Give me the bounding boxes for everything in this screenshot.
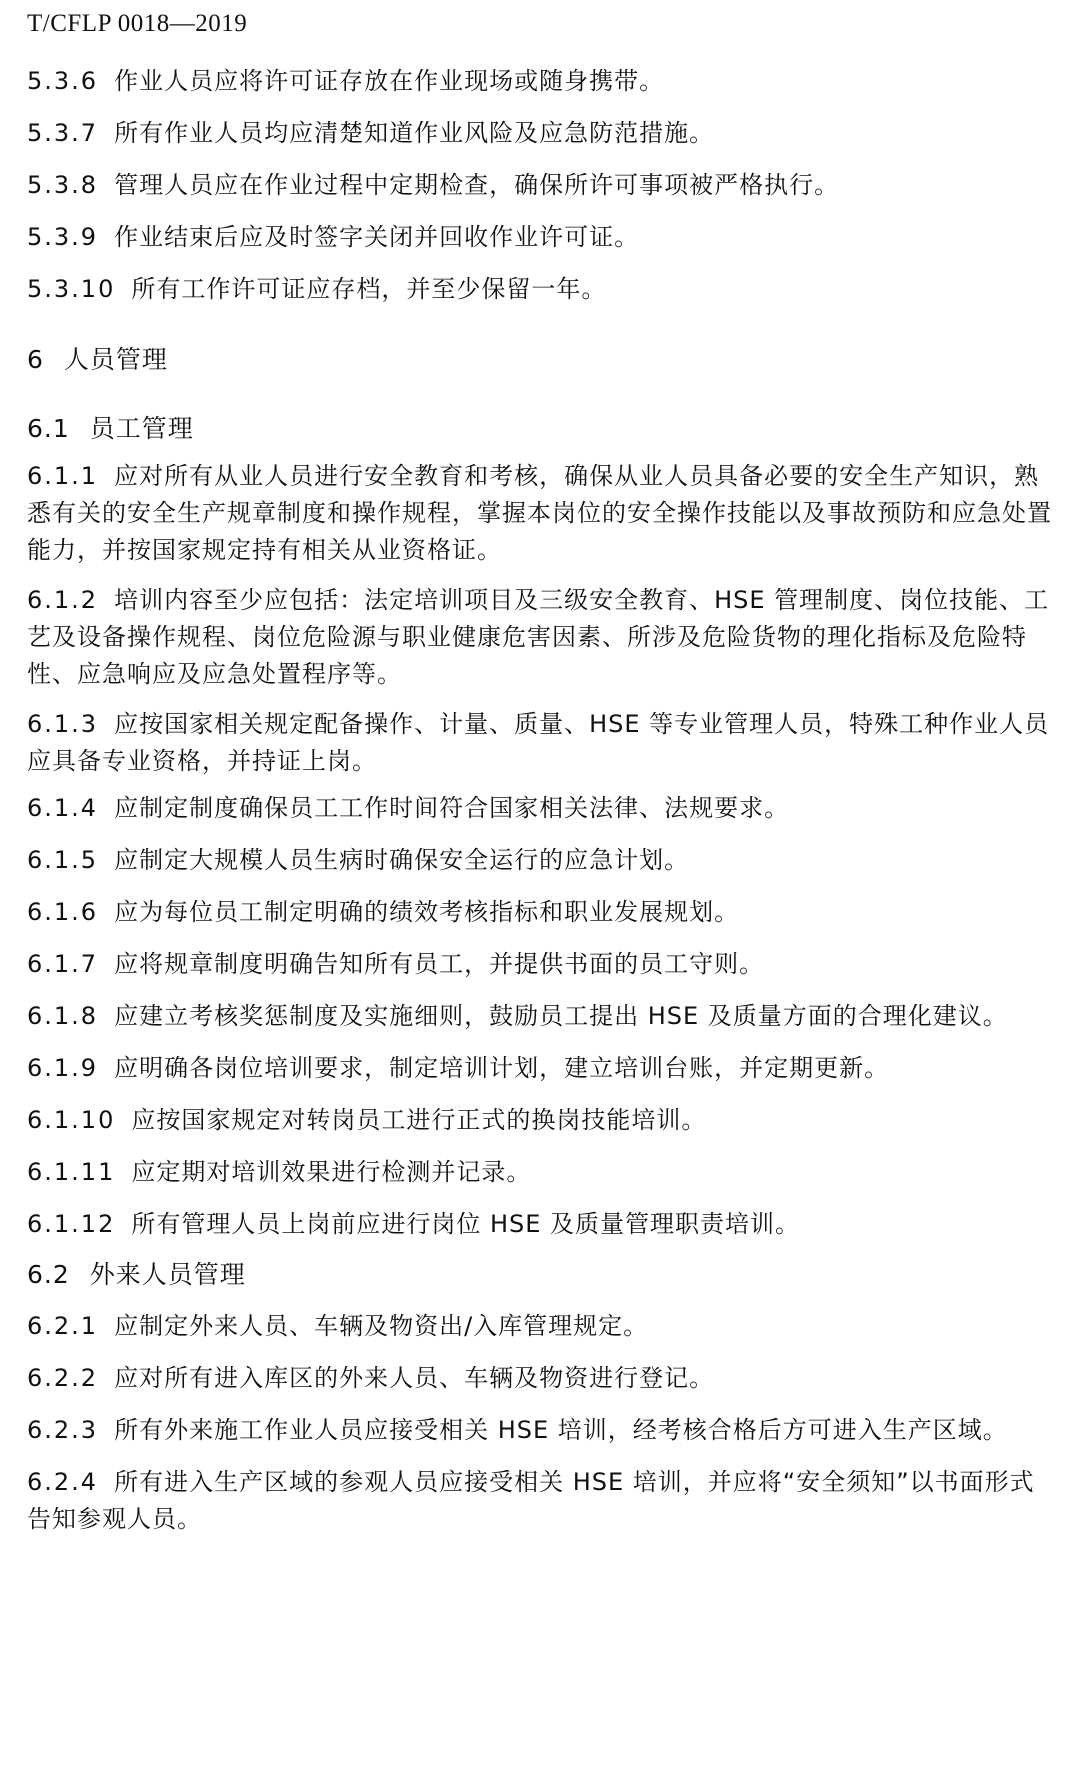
- clause-number: 5.3.9: [27, 223, 99, 251]
- clause-text: 培训内容至少应包括：法定培训项目及三级安全教育、HSE 管理制度、岗位技能、工艺及设备操作规程、岗位危险源与职业健康危害因素、所涉及危险货物的理化指标及危险特性、应急响应及应急处置程序等。: [27, 586, 1050, 688]
- clause-number: 6.1.1: [27, 462, 99, 490]
- clause-number: 5.3.10: [27, 275, 116, 303]
- clause-6-1-10: [27, 1102, 1059, 1139]
- clause-number: 6.2.4: [27, 1468, 99, 1496]
- section-number: 6.1: [27, 414, 70, 443]
- section-title: 员工管理: [89, 414, 194, 443]
- clause-6-1-8: [27, 998, 1059, 1035]
- clause-5-3-7: [27, 115, 1059, 152]
- clause-text: 应为每位员工制定明确的绩效考核指标和职业发展规划。: [114, 898, 740, 926]
- clause-text: 应定期对培训效果进行检测并记录。: [131, 1158, 532, 1186]
- clause-text: 作业人员应将许可证存放在作业现场或随身携带。: [114, 67, 665, 95]
- clause-6-1-4: [27, 790, 1059, 827]
- section-heading-6-1: [27, 410, 194, 447]
- clause-text: 应按国家规定对转岗员工进行正式的换岗技能培训。: [131, 1106, 707, 1134]
- clause-6-1-2: [27, 582, 1059, 693]
- clause-text: 应建立考核奖惩制度及实施细则，鼓励员工提出 HSE 及质量方面的合理化建议。: [114, 1002, 1008, 1030]
- clause-number: 6.1.10: [27, 1106, 116, 1134]
- clause-number: 5.3.7: [27, 119, 99, 147]
- clause-number: 5.3.8: [27, 171, 99, 199]
- clause-text: 所有管理人员上岗前应进行岗位 HSE 及质量管理职责培训。: [131, 1210, 801, 1238]
- clause-6-1-3: [27, 706, 1059, 780]
- clause-text: 所有工作许可证应存档，并至少保留一年。: [131, 275, 607, 303]
- clause-number: 6.2.1: [27, 1312, 99, 1340]
- section-number: 6: [27, 345, 44, 374]
- clause-6-2-3: [27, 1412, 1059, 1449]
- section-heading-6-2: [27, 1256, 246, 1293]
- clause-text: 应将规章制度明确告知所有员工，并提供书面的员工守则。: [114, 950, 765, 978]
- clause-number: 6.2.3: [27, 1416, 99, 1444]
- clause-number: 6.1.5: [27, 846, 99, 874]
- clause-6-1-9: [27, 1050, 1059, 1087]
- section-title: 外来人员管理: [89, 1260, 246, 1289]
- clause-text: 应制定外来人员、车辆及物资出/入库管理规定。: [114, 1312, 649, 1340]
- clause-5-3-9: [27, 219, 1059, 256]
- clause-text: 应对所有进入库区的外来人员、车辆及物资进行登记。: [114, 1364, 715, 1392]
- section-number: 6.2: [27, 1260, 70, 1289]
- standard-code-header: T/CFLP 0018—2019: [27, 10, 248, 37]
- clause-5-3-6: [27, 63, 1059, 100]
- clause-number: 6.1.3: [27, 710, 99, 738]
- clause-6-1-11: [27, 1154, 1059, 1191]
- clause-5-3-10: [27, 271, 1059, 308]
- clause-number: 6.1.2: [27, 586, 99, 614]
- clause-6-1-6: [27, 894, 1059, 931]
- clause-6-2-4: [27, 1464, 1059, 1538]
- clause-6-2-2: [27, 1360, 1059, 1397]
- clause-6-2-1: [27, 1308, 1059, 1345]
- clause-text: 应按国家相关规定配备操作、计量、质量、HSE 等专业管理人员，特殊工种作业人员应具备专业资格，并持证上岗。: [27, 710, 1050, 775]
- clause-number: 6.1.8: [27, 1002, 99, 1030]
- clause-number: 6.1.12: [27, 1210, 116, 1238]
- clause-text: 所有外来施工作业人员应接受相关 HSE 培训，经考核合格后方可进入生产区域。: [114, 1416, 1008, 1444]
- clause-6-1-5: [27, 842, 1059, 879]
- clause-text: 管理人员应在作业过程中定期检查，确保所许可事项被严格执行。: [114, 171, 840, 199]
- clause-number: 6.1.7: [27, 950, 99, 978]
- clause-text: 应明确各岗位培训要求，制定培训计划，建立培训台账，并定期更新。: [114, 1054, 890, 1082]
- clause-number: 6.1.11: [27, 1158, 116, 1186]
- clause-6-1-1: [27, 458, 1059, 569]
- clause-number: 5.3.6: [27, 67, 99, 95]
- clause-number: 6.2.2: [27, 1364, 99, 1392]
- clause-text: 作业结束后应及时签字关闭并回收作业许可证。: [114, 223, 640, 251]
- clause-6-1-7: [27, 946, 1059, 983]
- clause-text: 应制定大规模人员生病时确保安全运行的应急计划。: [114, 846, 690, 874]
- section-title: 人员管理: [63, 345, 168, 374]
- clause-6-1-12: [27, 1206, 1059, 1243]
- clause-text: 应对所有从业人员进行安全教育和考核，确保从业人员具备必要的安全生产知识，熟悉有关的安全生产规章制度和操作规程，掌握本岗位的安全操作技能以及事故预防和应急处置能力，并按国家规定持有相关从业资格证。: [27, 462, 1052, 564]
- clause-text: 所有作业人员均应清楚知道作业风险及应急防范措施。: [114, 119, 715, 147]
- clause-number: 6.1.6: [27, 898, 99, 926]
- section-heading-6: [27, 341, 168, 378]
- clause-number: 6.1.9: [27, 1054, 99, 1082]
- clause-text: 应制定制度确保员工工作时间符合国家相关法律、法规要求。: [114, 794, 790, 822]
- clause-number: 6.1.4: [27, 794, 99, 822]
- clause-text: 所有进入生产区域的参观人员应接受相关 HSE 培训，并应将“安全须知”以书面形式告知参观人员。: [27, 1468, 1035, 1533]
- clause-5-3-8: [27, 167, 1059, 204]
